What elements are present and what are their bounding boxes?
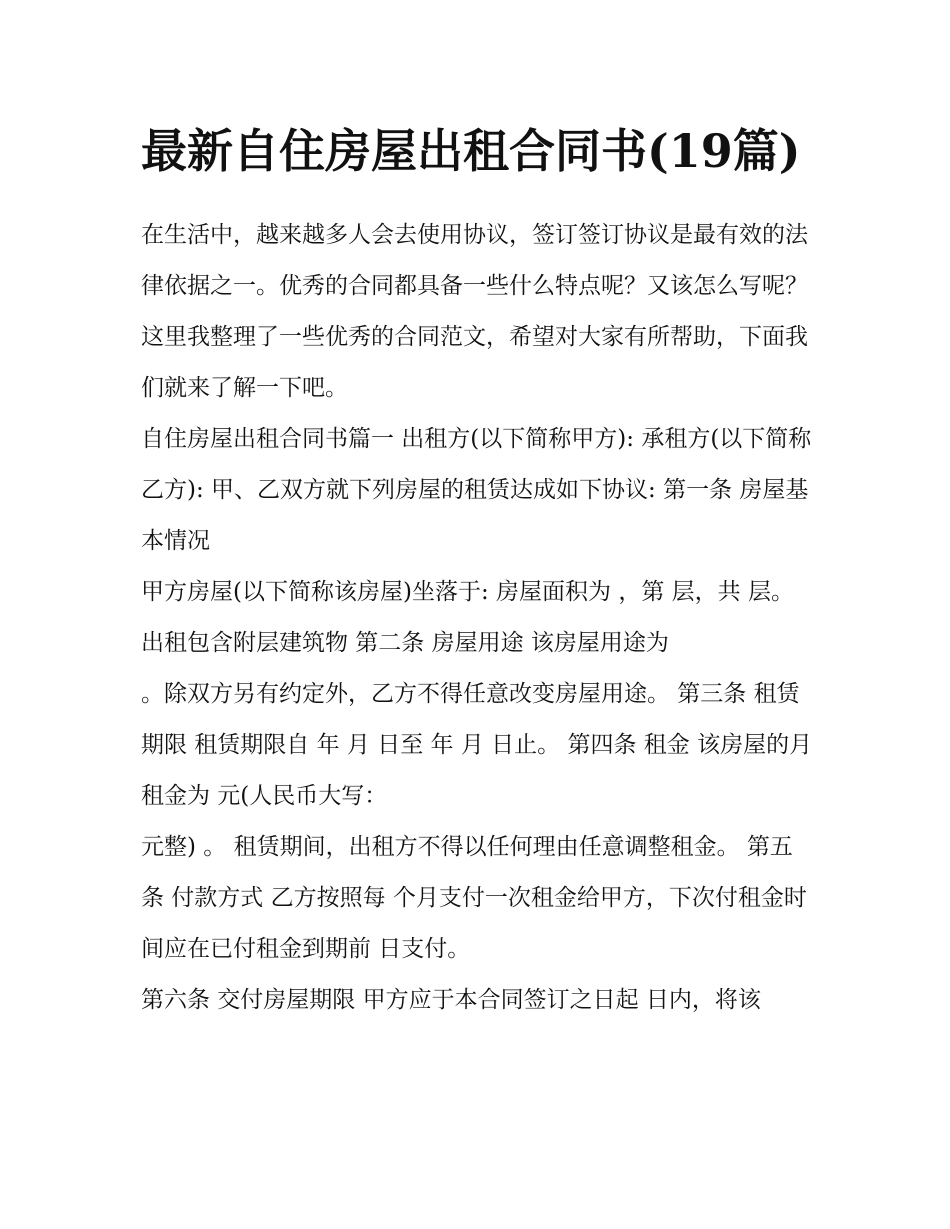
document-body: [141, 112, 813, 1026]
paragraph-term-and-rent: 。除双方另有约定外，乙方不得任意改变房屋用途。 第三条 租赁期限 租赁期限自 年 月 日至 年 月 日止。 第四条 租金 该房屋的月租金为 元(人民币大写：: [141, 681, 813, 809]
paragraph-property-info: 甲方房屋(以下简称该房屋)坐落于: 房屋面积为 ，第 层，共 层。出租包含附层建筑物 第二条 房屋用途 该房屋用途为: [141, 579, 794, 656]
paragraph-parties: 自住房屋出租合同书篇一 出租方(以下简称甲方): 承租方(以下简称乙方): 甲、乙双方就下列房屋的租赁达成如下协议: 第一条 房屋基本情况: [141, 426, 812, 554]
paragraph-intro: 在生活中，越来越多人会去使用协议，签订签订协议是最有效的法律依据之一。优秀的合同都具备一些什么特点呢？又该怎么写呢？这里我整理了一些优秀的合同范文，希望对大家有所帮助，下面我们就来了解一下吧。: [141, 222, 808, 401]
paragraph-payment: 元整) 。 租赁期间，出租方不得以任何理由任意调整租金。 第五条 付款方式 乙方按照每 个月支付一次租金给甲方，下次付租金时间应在已付租金到期前 日支付。: [141, 834, 807, 962]
document-title: 最新自住房屋出租合同书(19篇): [141, 124, 801, 178]
paragraph-delivery: 第六条 交付房屋期限 甲方应于本合同签订之日起 日内，将该: [141, 987, 761, 1013]
